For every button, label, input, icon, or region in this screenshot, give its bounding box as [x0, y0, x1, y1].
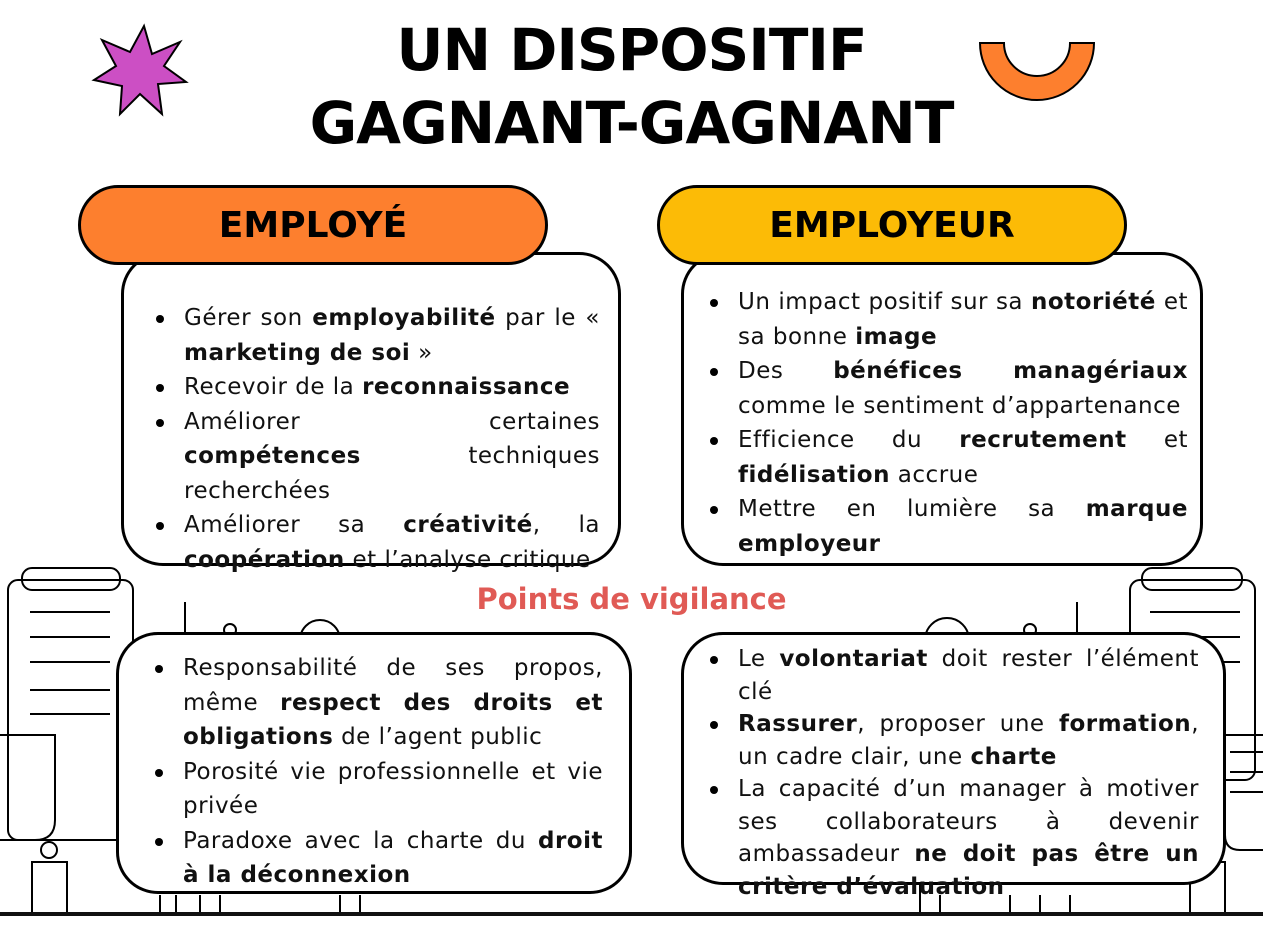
emphasized-text: notoriété: [1030, 289, 1156, 315]
body-text: et l’analyse critique: [344, 546, 591, 573]
employe-header: [78, 185, 548, 265]
employeur-header: [657, 185, 1127, 265]
emphasized-text: recrutement: [959, 427, 1127, 453]
page-title-line-1: UN DISPOSITIF: [396, 16, 867, 84]
vigilance-employe-item: [137, 651, 603, 755]
body-text: Mettre en lumière sa: [738, 496, 1086, 522]
employe-benefit-item: [138, 405, 600, 509]
body-text: Efficience du: [738, 427, 960, 453]
emphasized-text: respect des droits et obligations: [183, 689, 604, 750]
body-text: et sa bonne: [738, 289, 1188, 350]
emphasized-text: volontariat: [779, 646, 928, 672]
emphasized-text: droit à la déconnexion: [183, 827, 603, 888]
body-text: Le: [738, 646, 780, 672]
vigilance-employeur-box: [681, 632, 1226, 900]
vigilance-employe-item: [137, 824, 603, 893]
body-text: La capacité d’un manager à motiver ses collaborateurs à devenir ambassadeur: [738, 776, 1199, 867]
page-title-line-2: GAGNANT-GAGNANT: [309, 89, 954, 157]
vigilance-employe-box: [116, 632, 632, 894]
emphasized-text: Rassurer: [738, 711, 858, 737]
vigilance-employeur-item: [692, 643, 1199, 708]
body-text: »: [410, 339, 433, 366]
employe-benefit-item: [138, 508, 600, 577]
body-text: doit rester l’élément clé: [738, 646, 1200, 705]
body-text: comme le sentiment d’appartenance: [738, 392, 1181, 419]
body-text: Améliorer certaines: [184, 408, 600, 435]
employeur-benefit-item: [692, 354, 1188, 423]
bottom-rule: [0, 912, 1263, 916]
vigilance-employe-list: [137, 651, 603, 893]
body-text: de l’agent public: [333, 724, 543, 750]
body-text: Recevoir de la: [184, 374, 363, 400]
emphasized-text: bénéfices managériaux: [833, 358, 1188, 384]
employe-benefits-list: [138, 301, 600, 577]
emphasized-text: compétences: [184, 443, 361, 469]
employeur-header-label: EMPLOYEUR: [769, 204, 1015, 246]
body-text: Améliorer sa: [184, 512, 404, 538]
vigilance-employeur-item: [692, 773, 1199, 903]
employeur-benefit-item: [692, 423, 1188, 492]
body-text: , proposer une: [857, 711, 1059, 737]
vigilance-employeur-item: [692, 708, 1199, 773]
vigilance-title: Points de vigilance: [476, 582, 787, 616]
body-text: et: [1126, 427, 1188, 453]
employe-benefits-box: [121, 252, 621, 573]
body-text: accrue: [890, 461, 979, 488]
employeur-benefit-item: [692, 285, 1188, 354]
body-text: par le «: [495, 305, 600, 331]
body-text: techniques recherchées: [184, 443, 600, 504]
body-text: Paradoxe avec la charte du: [183, 827, 538, 854]
emphasized-text: ne doit pas être un critère d’évaluation: [738, 841, 1199, 900]
emphasized-text: employabilité: [312, 305, 496, 331]
employe-header-label: EMPLOYÉ: [218, 204, 408, 246]
body-text: , la: [532, 512, 601, 538]
emphasized-text: marque employeur: [738, 496, 1188, 557]
body-text: Gérer son: [184, 305, 313, 331]
employe-benefit-item: [138, 370, 600, 405]
body-text: Des: [738, 358, 834, 384]
employe-benefit-item: [138, 301, 600, 370]
emphasized-text: créativité: [403, 512, 533, 538]
vigilance-employeur-list: [692, 643, 1199, 903]
body-text: Responsabilité de ses propos, même: [183, 655, 603, 716]
employeur-benefits-list: [692, 285, 1188, 561]
emphasized-text: charte: [970, 743, 1057, 770]
emphasized-text: formation: [1058, 711, 1192, 737]
employeur-benefit-item: [692, 492, 1188, 561]
emphasized-text: image: [855, 323, 938, 350]
body-text: Porosité vie professionnelle et vie privée: [183, 758, 603, 819]
employeur-benefits-box: [681, 252, 1203, 566]
emphasized-text: coopération: [184, 546, 345, 573]
body-text: , un cadre clair, une: [738, 711, 1199, 770]
emphasized-text: fidélisation: [738, 461, 890, 488]
body-text: Un impact positif sur sa: [738, 289, 1031, 315]
vigilance-employe-item: [137, 755, 603, 824]
emphasized-text: reconnaissance: [362, 374, 571, 400]
emphasized-text: marketing de soi: [184, 339, 411, 366]
